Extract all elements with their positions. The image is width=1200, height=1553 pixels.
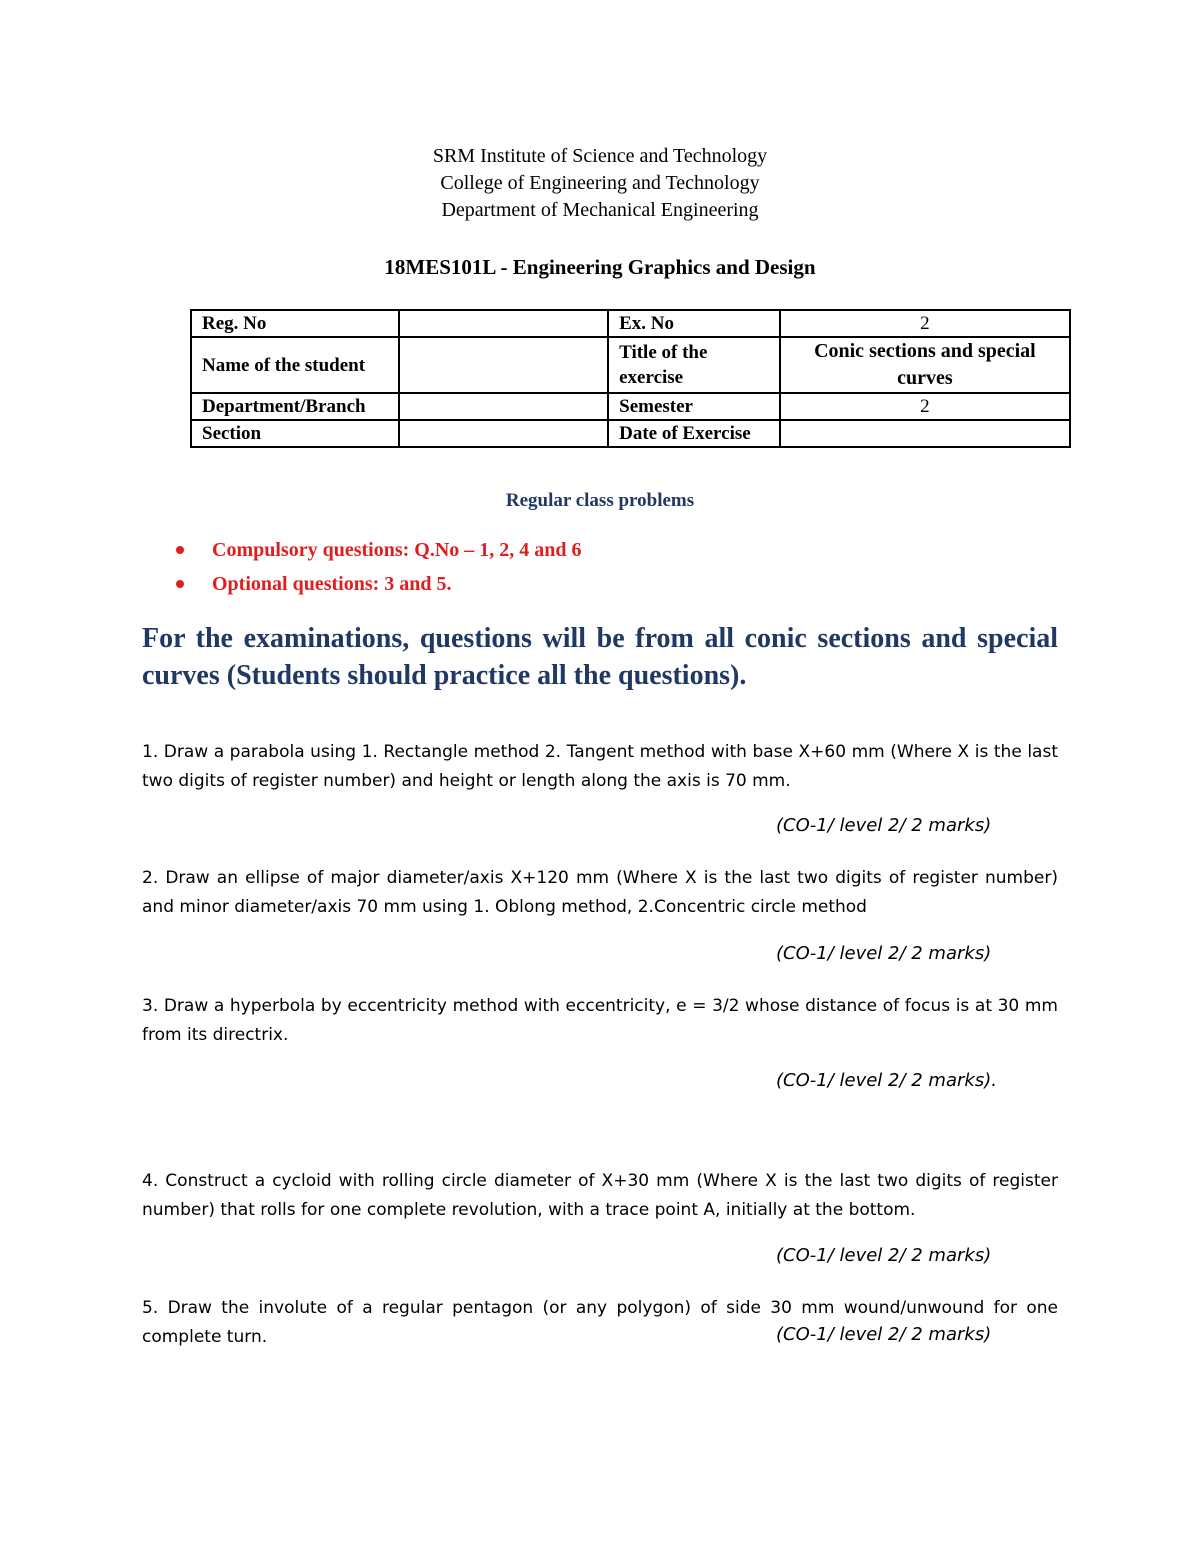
semester-value: 2: [780, 393, 1070, 420]
student-name-label: Name of the student: [191, 337, 399, 393]
list-item: [170, 536, 582, 570]
student-name-field[interactable]: [399, 337, 608, 393]
reg-no-field[interactable]: [399, 310, 608, 337]
question-5-marks: (CO-1/ level 2/ 2 marks): [776, 1324, 992, 1345]
bullet-icon: [176, 580, 184, 588]
question-1-text: 1. Draw a parabola using 1. Rectangle method 2. Tangent method with base X+60 mm (Where X is the last two digits of register number) and height or length along the axis is 70 mm.: [142, 742, 1058, 791]
bullet-icon: [176, 546, 184, 554]
department-field[interactable]: [399, 393, 608, 420]
reg-no-label: Reg. No: [191, 310, 399, 337]
list-item: [170, 570, 582, 604]
exam-notice: For the examinations, questions will be from all conic sections and special curves (Students should practice all the questions).: [142, 623, 1058, 691]
regular-class-heading: Regular class problems: [505, 490, 695, 511]
table-row: [191, 420, 1070, 447]
table-row: [191, 337, 1070, 393]
question-3-marks: (CO-1/ level 2/ 2 marks).: [776, 1070, 997, 1091]
semester-label: Semester: [608, 393, 780, 420]
question-5-text: 5. Draw the involute of a regular pentagon (or any polygon) of side 30 mm wound/unwound for one complete turn.: [142, 1298, 1058, 1347]
college-name: College of Engineering and Technology: [440, 172, 760, 194]
ex-no-value: 2: [780, 310, 1070, 337]
compulsory-questions-text: Compulsory questions: Q.No – 1, 2, 4 and 6: [212, 539, 582, 561]
exercise-date-field[interactable]: [780, 420, 1070, 447]
institute-name: SRM Institute of Science and Technology: [432, 145, 768, 167]
question-2-text: 2. Draw an ellipse of major diameter/axis X+120 mm (Where X is the last two digits of register number) and minor diameter/axis 70 mm using 1. Oblong method, 2.Concentric circle method: [142, 868, 1058, 917]
department-label: Department/Branch: [191, 393, 399, 420]
question-selection-list: [170, 536, 582, 604]
exercise-info-table: [190, 309, 1071, 448]
ex-no-label: Ex. No: [608, 310, 780, 337]
question-4-marks: (CO-1/ level 2/ 2 marks): [776, 1245, 992, 1266]
table-row: [191, 310, 1070, 337]
question-1-marks: (CO-1/ level 2/ 2 marks): [776, 815, 992, 836]
question-4-text: 4. Construct a cycloid with rolling circle diameter of X+30 mm (Where X is the last two digits of register number) that rolls for one complete revolution, with a trace point A, initially at the bottom.: [142, 1171, 1058, 1220]
optional-questions-text: Optional questions: 3 and 5.: [212, 573, 452, 595]
exercise-title-value: Conic sections and special curves: [780, 337, 1070, 393]
section-field[interactable]: [399, 420, 608, 447]
exercise-title-label: Title of the exercise: [608, 337, 780, 393]
table-row: [191, 393, 1070, 420]
question-3-text: 3. Draw a hyperbola by eccentricity method with eccentricity, e = 3/2 whose distance of focus is at 30 mm from its directrix.: [142, 996, 1058, 1045]
exercise-date-label: Date of Exercise: [608, 420, 780, 447]
department-name: Department of Mechanical Engineering: [441, 199, 759, 221]
question-2-marks: (CO-1/ level 2/ 2 marks): [776, 943, 992, 964]
course-title: 18MES101L - Engineering Graphics and Design: [384, 255, 816, 279]
section-label: Section: [191, 420, 399, 447]
